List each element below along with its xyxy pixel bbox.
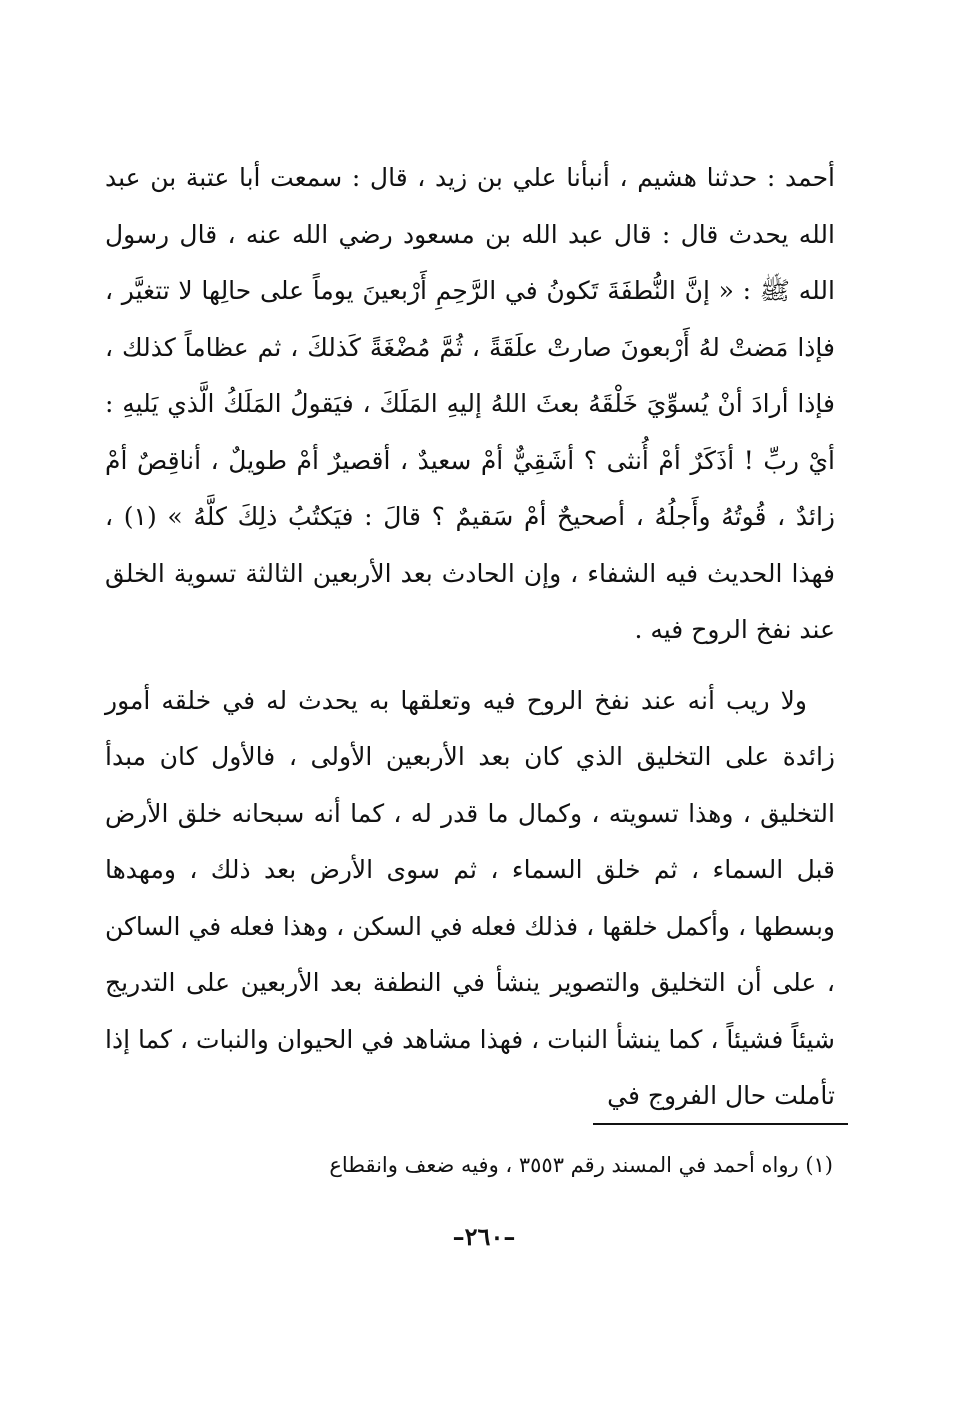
- footnote: (١) رواه أحمد في المسند رقم ٣٥٥٣ ، وفيه ضعف وانقطاع: [329, 1153, 833, 1177]
- paragraph-commentary: ولا ريب أنه عند نفخ الروح فيه وتعلقها به يحدث له في خلقه أمور زائدة على التخليق الذي كان بعد الأربعين الأولى ، فالأول كان مبدأ التخليق ، وهذا تسويته ، وكمال ما قدر له ، كما أنه سبحانه خلق الأرض قبل السماء ، ثم خلق السماء ، ثم سوى الأرض بعد ذلك ، ومهدها وبسطها ، وأكمل خلقها ، فذلك فعله في السكن ، وهذا فعله في الساكن ، على أن التخليق والتصوير ينشأ في النطفة بعد الأربعين على التدريج شيئاً فشيئاً ، كما ينشأ النبات ، فهذا مشاهد في الحيوان والنبات ، كما إذا تأملت حال الفروج في: [105, 685, 835, 1110]
- main-text: [105, 150, 835, 1125]
- page-number: –٢٦٠–: [452, 1222, 516, 1251]
- footnote-separator: [593, 1123, 848, 1125]
- paragraph-hadith: أحمد : حدثنا هشيم ، أنبأنا علي بن زيد ، قال : سمعت أبا عتبة بن عبد الله يحدث قال : قال عبد الله بن مسعود رضي الله عنه ، قال رسول الله ﷺ : « إنَّ النُّطفَةَ تَكونُ في الرَّحِمِ أَرْبعينَ يوماً على حالِها لا تتغيَّر ، فإذا مَضتْ لهُ أَرْبعونَ صارتْ علَقَةً ، ثُمَّ مُضْغَةً كَذلكَ ، ثم عظاماً كذلك ، فإذا أرادَ أنْ يُسوِّيَ خَلْقَهُ بعثَ اللهُ إليهِ المَلَكَ ، فيَقولُ المَلَكُ الَّذي يَليهِ : أيْ ربِّ ! أذَكَرٌ أمْ أُنثى ؟ أشَقِيٌّ أمْ سعيدٌ ، أقصيرٌ أمْ طويلٌ ، أناقِصٌ أمْ زائدٌ ، قُوتُهُ وأَجلُهُ ، أصحيحٌ أمْ سَقيمٌ ؟ قالَ : فيَكتُبُ ذلِكَ كلَّهُ » (١) ، فهذا الحديث فيه الشفاء ، وإن الحادث بعد الأربعين الثالثة تسوية الخلق عند نفخ الروح فيه .: [105, 163, 835, 644]
